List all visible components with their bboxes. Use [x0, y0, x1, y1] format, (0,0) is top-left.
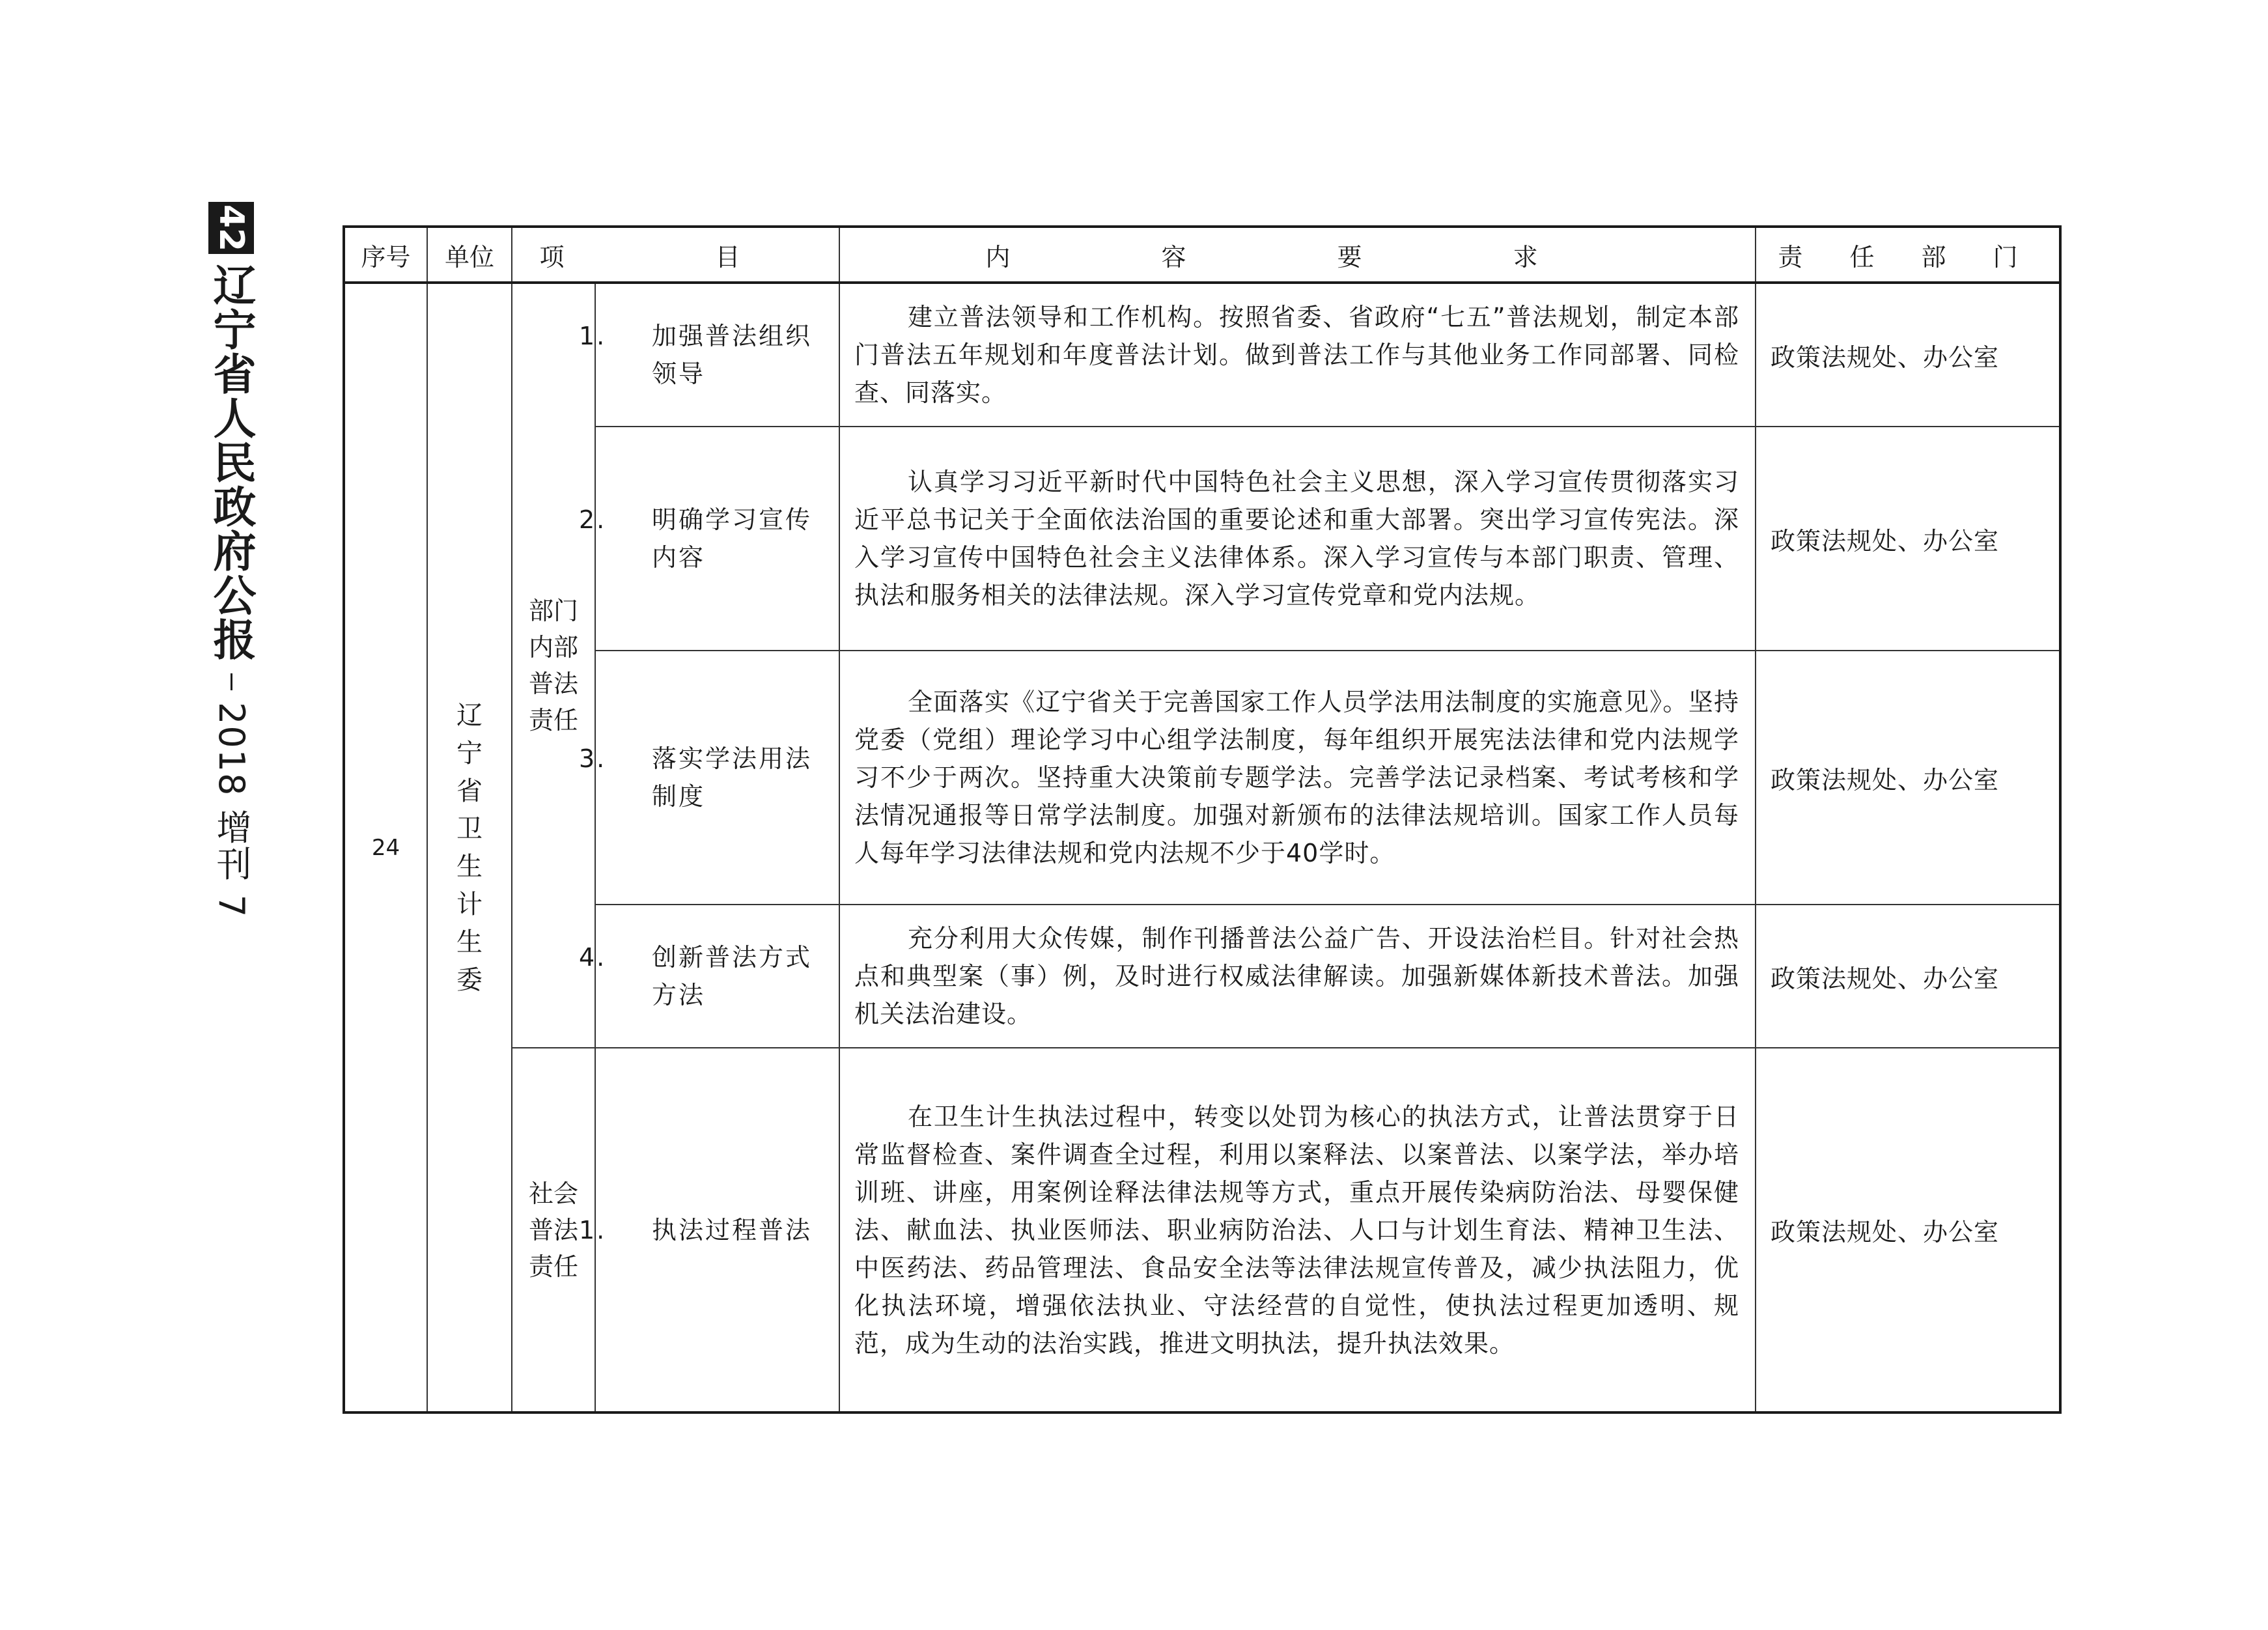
item-cell — [579, 651, 839, 905]
item-cell — [579, 283, 839, 427]
table-row — [344, 283, 2060, 427]
header-content: 内 容 要 求 — [839, 227, 1756, 283]
category-label: 部门内部普法责任 — [528, 597, 578, 735]
header-dept: 责 任 部 门 — [1756, 227, 2060, 283]
header-no: 序号 — [344, 227, 427, 283]
page-number: 42 — [212, 204, 251, 252]
header-item: 项 目 — [512, 227, 839, 283]
item-number: 1. — [579, 1215, 607, 1244]
table-row — [344, 905, 2060, 1048]
journal-title: 辽宁省人民政府公报 — [206, 263, 257, 662]
table-row — [344, 651, 2060, 905]
row-number: 24 — [344, 283, 427, 1412]
dept-cell: 政策法规处、办公室 — [1756, 283, 2060, 427]
journal-banner — [206, 202, 257, 918]
category-cell — [512, 283, 595, 1048]
responsibility-table-wrapper — [343, 225, 2059, 1414]
category-label: 社会普法责任 — [528, 1179, 578, 1281]
content-cell: 充分利用大众传媒，制作刊播普法公益广告、开设法治栏目。针对社会热点和典型案（事）例，及时进行权威法律解读。加强新媒体新技术普法。加强机关法治建设。 — [839, 905, 1756, 1048]
banner-divider — [231, 673, 232, 690]
item-number: 4. — [579, 943, 607, 972]
issue-label: 2018 增刊 7 — [211, 702, 252, 919]
header-unit: 单位 — [427, 227, 512, 283]
item-number: 2. — [579, 505, 607, 534]
table-row — [344, 1048, 2060, 1412]
content-cell: 建立普法领导和工作机构。按照省委、省政府“七五”普法规划，制定本部门普法五年规划和年度普法计划。做到普法工作与其他业务工作同部署、同检查、同落实。 — [839, 283, 1756, 427]
item-title: 执法过程普法 — [652, 1215, 813, 1244]
dept-cell: 政策法规处、办公室 — [1756, 1048, 2060, 1412]
dept-cell: 政策法规处、办公室 — [1756, 905, 2060, 1048]
item-cell — [579, 1048, 839, 1412]
item-number: 3. — [579, 744, 607, 773]
content-cell: 全面落实《辽宁省关于完善国家工作人员学法用法制度的实施意见》。坚持党委（党组）理论学习中心组学法制度，每年组织开展宪法法律和党内法规学习不少于两次。坚持重大决策前专题学法。完善学法记录档案、考试考核和学法情况通报等日常学法制度。加强对新颁布的法律法规培训。国家工作人员每人每年学习法律法规和党内法规不少于40学时。 — [839, 651, 1756, 905]
dept-cell: 政策法规处、办公室 — [1756, 651, 2060, 905]
item-number: 1. — [579, 322, 607, 350]
table-header-row — [344, 227, 2060, 283]
item-title: 创新普法方式方法 — [652, 943, 813, 1009]
responsibility-table — [343, 225, 2062, 1414]
table-row — [344, 427, 2060, 651]
dept-cell: 政策法规处、办公室 — [1756, 427, 2060, 651]
item-title: 落实学法用法制度 — [652, 744, 813, 811]
page-number-badge — [208, 202, 254, 254]
content-cell: 在卫生计生执法过程中，转变以处罚为核心的执法方式，让普法贯穿于日常监督检查、案件调查全过程，利用以案释法、以案普法、以案学法，举办培训班、讲座，用案例诠释法律法规等方式，重点开展传染病防治法、母婴保健法、献血法、执业医师法、职业病防治法、人口与计划生育法、精神卫生法、中医药法、药品管理法、食品安全法等法律法规宣传普及，减少执法阻力，优化执法环境，增强依法执业、守法经营的自觉性，使执法过程更加透明、规范，成为生动的法治实践，推进文明执法，提升执法效果。 — [839, 1048, 1756, 1412]
unit-name: 辽宁省卫生计生委 — [456, 700, 483, 995]
item-cell — [579, 427, 839, 651]
item-title: 加强普法组织领导 — [652, 322, 813, 388]
unit-cell — [427, 283, 512, 1412]
content-cell: 认真学习习近平新时代中国特色社会主义思想，深入学习宣传贯彻落实习近平总书记关于全面依法治国的重要论述和重大部署。突出学习宣传宪法。深入学习宣传中国特色社会主义法律体系。深入学习宣传与本部门职责、管理、执法和服务相关的法律法规。深入学习宣传党章和党内法规。 — [839, 427, 1756, 651]
item-title: 明确学习宣传内容 — [652, 505, 813, 572]
item-cell — [579, 905, 839, 1048]
